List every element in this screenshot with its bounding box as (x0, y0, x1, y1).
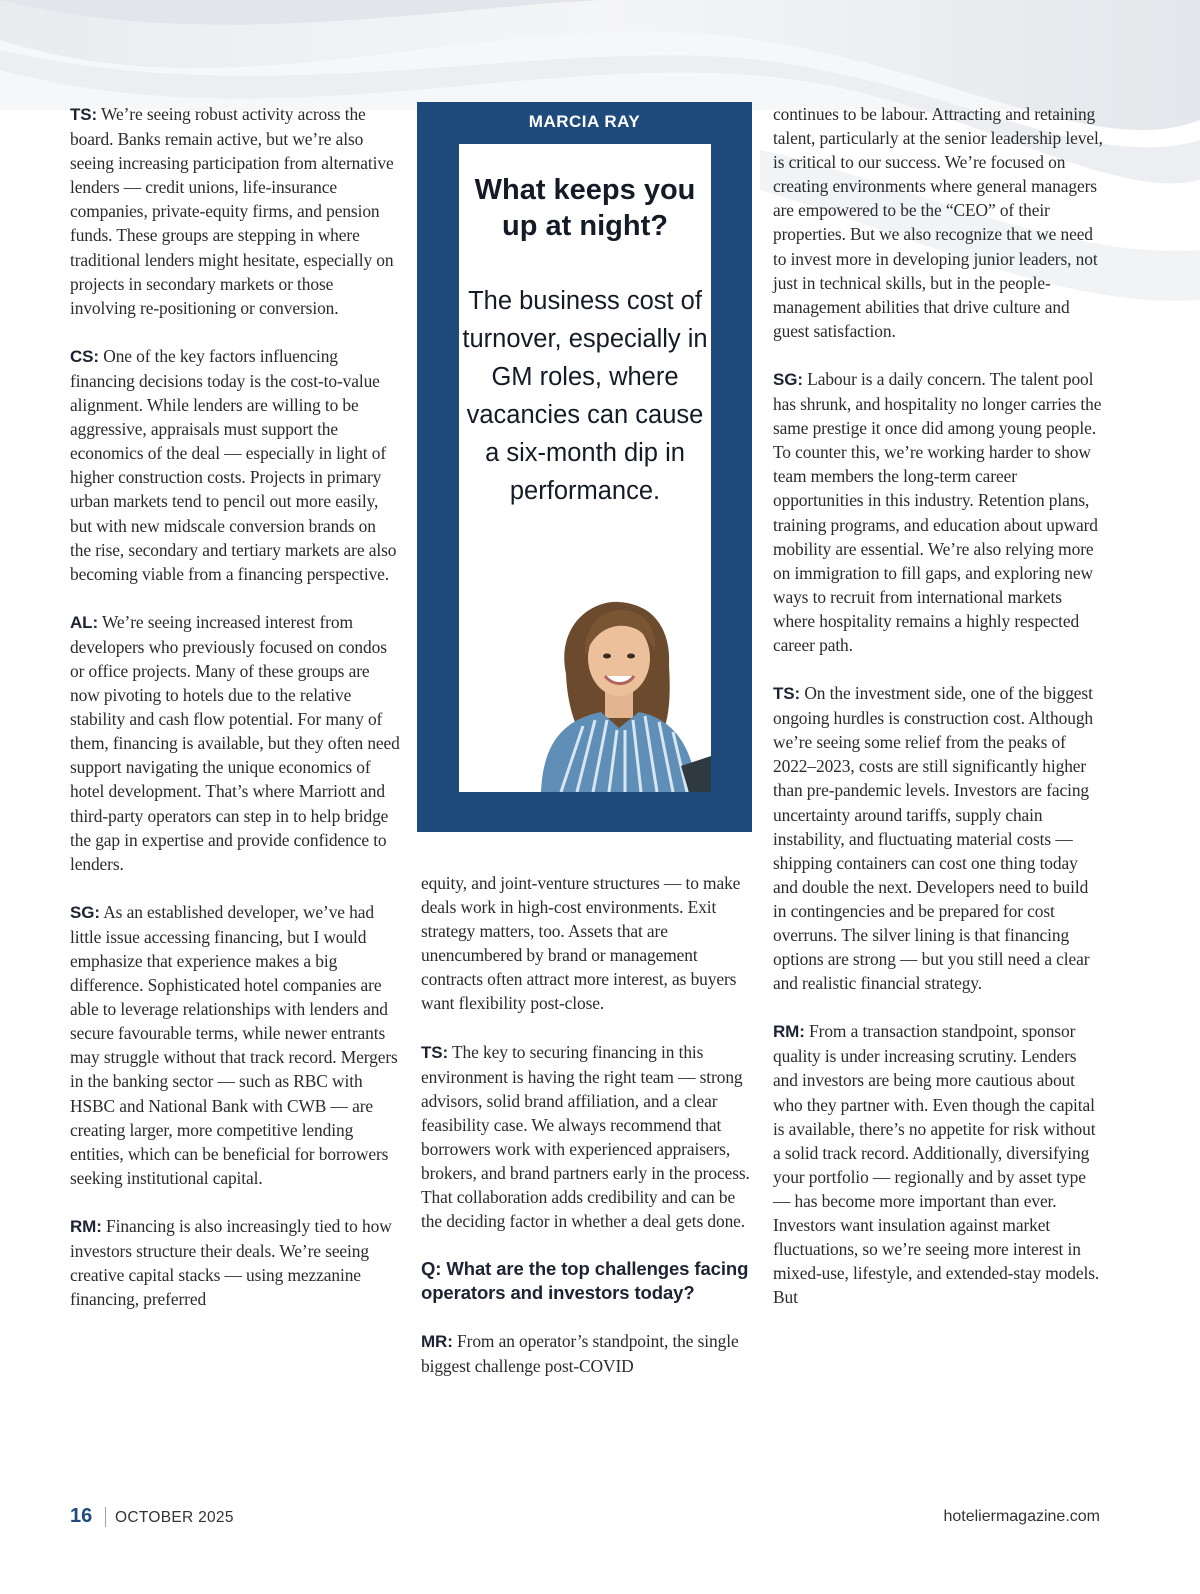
speaker-label: MR: (421, 1332, 453, 1352)
paragraph-text: We’re seeing robust activity across the board. Banks remain active, but we’re also seeing increasing participation from alternative lenders — credit unions, life-insurance companies, private-equity firms, and pension funds. These groups are stepping in where traditional lenders might hesitate, especially on projects in secondary markets or those involving re-positioning or conversion. (70, 104, 394, 318)
paragraph-text: Financing is also increasingly tied to how investors structure their deals. We’re seeing creative capital stacks — using mezzanine financing, preferred (70, 1215, 392, 1310)
speaker-label: SG: (773, 369, 803, 389)
column-middle (421, 871, 751, 1403)
paragraph-al (70, 610, 400, 876)
speaker-label: TS: (70, 105, 98, 124)
paragraph-mr (421, 1329, 751, 1378)
paragraph-text: From a transaction standpoint, sponsor quality is under increasing scrutiny. Lenders and investors are being more cautious about who they partner with. Even though the capital is available, there’s no appetite for risk without a solid track record. Additionally, diversifying your portfolio — regionally and by asset type — has become more important than ever. Investors want insulation against market fluctuations, so we’re seeing more interest in mixed-use, lifestyle, and extended-stay models. But (773, 1021, 1100, 1308)
sidebar-profile (417, 102, 752, 832)
paragraph-rm-2 (773, 1019, 1105, 1309)
paragraph-text: One of the key factors influencing financing decisions today is the cost-to-value alignment. While lenders are willing to be aggressive, appraisals must support the economics of the deal — especially in light of higher construction costs. Projects in primary urban markets tend to pencil out more easily, but with new midscale conversion brands on the rise, secondary and tertiary markets are also becoming viable from a financing perspective. (70, 345, 397, 584)
sidebar-answer: The business cost of turnover, especially in GM roles, where vacancies can cause a six-month dip in performance. (462, 287, 708, 505)
sidebar-question: What keeps you up at night? (474, 174, 696, 242)
paragraph-ts-2 (421, 1040, 751, 1234)
page-number: 16 (70, 1505, 93, 1527)
footer-divider (105, 1507, 106, 1527)
speaker-label: RM: (70, 1216, 102, 1236)
paragraph-ts-1 (70, 102, 400, 320)
speaker-label: SG: (70, 902, 100, 922)
paragraph-text: On the investment side, one of the biggest ongoing hurdles is construction cost. Although we’re seeing some relief from the peaks of 2022–2023, costs are still significantly higher than pre-pandemic levels. Investors are facing uncertainty around tariffs, supply chain instability, and fluctuating material costs — shipping containers can cost one thing today and double the next. Developers need to build in contingencies and be prepared for cost overruns. The silver lining is that financing options are strong — but you still need a clear and realistic financial strategy. (773, 683, 1094, 994)
speaker-label: RM: (773, 1022, 805, 1042)
paragraph-cs (70, 344, 400, 586)
paragraph-sg-1 (70, 900, 400, 1190)
speaker-label: TS: (421, 1042, 449, 1062)
sidebar-name: MARCIA RAY (528, 112, 641, 131)
speaker-label: TS: (773, 684, 801, 704)
issue-date: OCTOBER 2025 (115, 1509, 234, 1526)
speaker-label: AL: (70, 612, 99, 632)
paragraph-text: We’re seeing increased interest from developers who previously focused on condos or office projects. Many of these groups are now pivoting to hotels due to the relative stability and cash flow potential. For many of them, financing is available, but they often need support navigating the unique economics of hotel development. That’s where Marriott and third-party operators can step in to help bridge the gap in expertise and provide confidence to lenders. (70, 611, 400, 874)
paragraph-continuation: equity, and joint-venture structures — to make deals work in high-cost environments. Exit strategy matters, too. Assets that are unencumbered by brand or management contracts often attract more interest, as buyers want flexibility post-close. (421, 873, 741, 1014)
sidebar-inner-panel (459, 144, 711, 792)
paragraph-text: As an established developer, we’ve had little issue accessing financing, but I would emphasize that experience makes a big difference. Sophisticated hotel companies are able to leverage relationships with lenders and secure favourable terms, while newer entrants may struggle without that track record. Mergers in the banking sector — such as RBC with HSBC and National Bank with CWB — are creating larger, more competitive lending entities, which can be beneficial for borrowers seeking institutional capital. (70, 901, 398, 1188)
paragraph-text: The key to securing financing in this environment is having the right team — strong advisors, solid brand affiliation, and a clear feasibility case. We always recommend that borrowers work with experienced appraisers, brokers, and brand partners early in the process. That collaboration adds credibility and can be the deciding factor in whether a deal gets done. (421, 1041, 750, 1232)
page-footer (70, 1505, 1100, 1535)
portrait-photo (521, 596, 711, 792)
question-heading: Q: What are the top challenges facing operators and investors today? (421, 1258, 749, 1304)
paragraph-text: continues to be labour. Attracting and retaining talent, particularly at the senior leadership level, is critical to our success. We’re focused on creating environments where general managers are empowered to be the “CEO” of their properties. But we also recognize that we need to invest more in developing junior leaders, not just in technical skills, but in the people-management abilities that drive culture and guest satisfaction. (773, 104, 1103, 341)
column-right (773, 102, 1105, 1333)
paragraph-text: From an operator’s standpoint, the single biggest challenge post-COVID (421, 1331, 739, 1377)
paragraph-ts-3 (773, 681, 1105, 995)
paragraph-rm-1 (70, 1214, 400, 1311)
paragraph-sg-2 (773, 367, 1105, 657)
column-left (70, 102, 400, 1335)
speaker-label: CS: (70, 346, 99, 366)
paragraph-text: Labour is a daily concern. The talent pool has shrunk, and hospitality no longer carries the same prestige it once did among young people. To counter this, we’re working harder to show team members the long-term career opportunities in this industry. Retention plans, training programs, and education about upward mobility are essential. We’re also relying more on immigration to fill gaps, and exploring new ways to recruit from international markets where hospitality remains a highly respected career path. (773, 368, 1102, 655)
website-link[interactable]: hoteliermagazine.com (943, 1508, 1100, 1525)
paragraph-continuation-right (773, 102, 1105, 343)
